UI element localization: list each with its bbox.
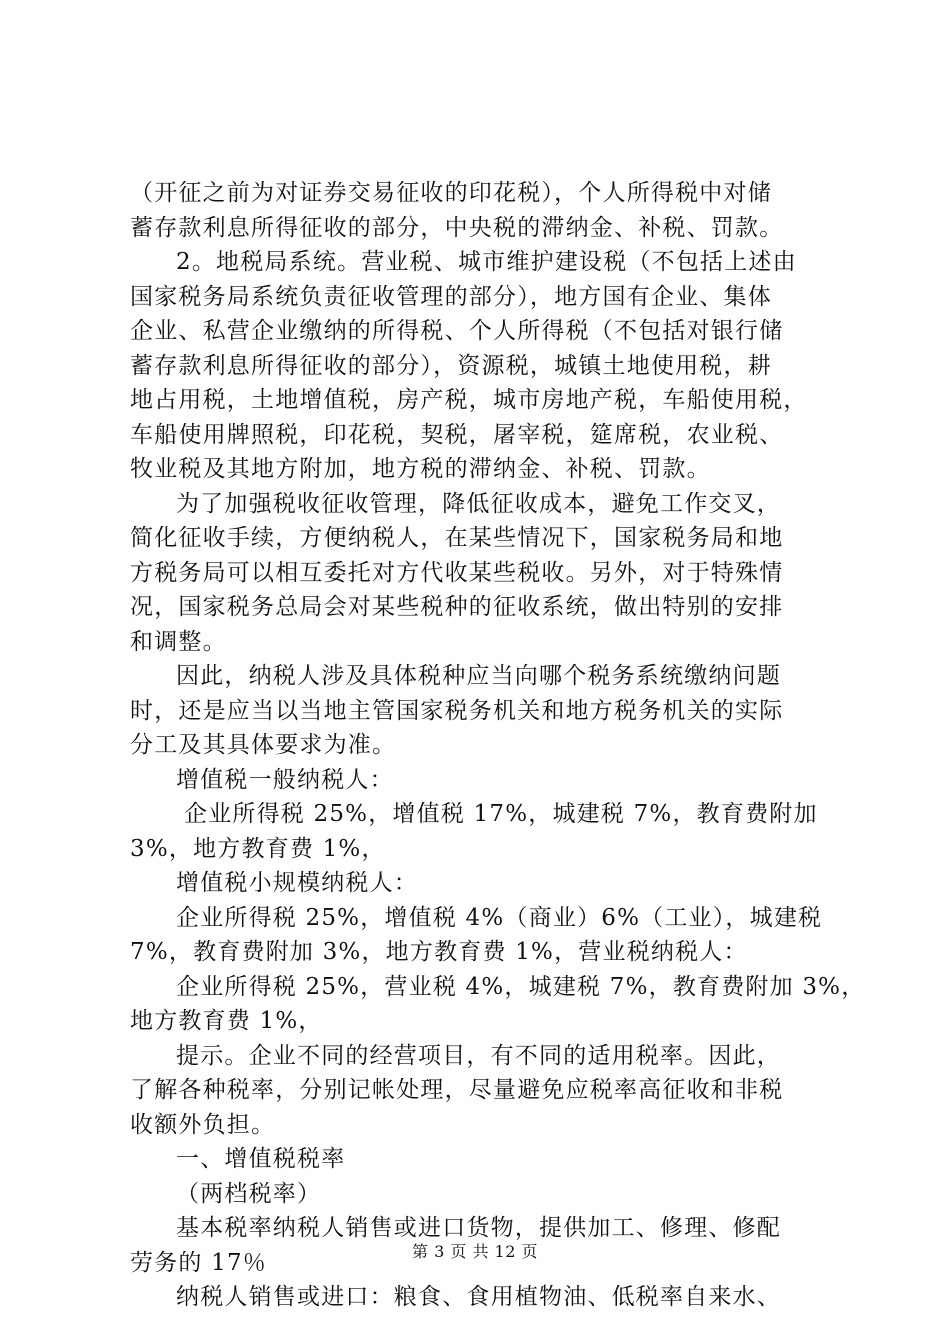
text-line: 提示。企业不同的经营项目，有不同的适用税率。因此， [176,1042,781,1069]
text-line: 基本税率纳税人销售或进口货物，提供加工、修理、修配 [176,1215,781,1241]
text-line: 牧业税及其地方附加，地方税的滞纳金、补税、罚款。 [130,456,711,482]
text-line: 蓄存款利息所得征收的部分），资源税，城镇土地使用税，耕 [130,352,772,379]
text-line: 蓄存款利息所得征收的部分，中央税的滞纳金、补税、罚款。 [130,214,784,241]
text-line: （开征之前为对证券交易征收的印花税），个人所得税中对储 [130,180,772,206]
text-line: 企业、私营企业缴纳的所得税、个人所得税（不包括对银行储 [130,318,784,344]
text-line: 地占用税，土地增值税，房产税，城市房地产税，车船使用税， [130,387,808,413]
text-line: 7%，教育费附加 3%，地方教育费 1%，营业税纳税人： [130,939,748,965]
section-heading: 一、增值税税率 [176,1146,346,1172]
text-line: 了解各种税率，分别记帐处理，尽量避免应税率高征收和非税 [130,1077,784,1103]
text-line: 纳税人销售或进口：粮食、食用植物油、低税率自来水、 [176,1284,781,1310]
section-heading: 增值税小规模纳税人： [176,870,418,896]
text-line: 3%，地方教育费 1%， [130,835,386,862]
text-line: 车船使用牌照税，印花税，契税，屠宰税，筵席税，农业税、 [130,421,784,448]
page-footer: 第 3 页 共 12 页 [412,1242,538,1261]
text-line: 国家税务局系统负责征收管理的部分），地方国有企业、集体 [130,283,772,310]
text-line: 2。地税局系统。营业税、城市维护建设税（不包括上述由 [176,249,797,275]
text-line: 因此，纳税人涉及具体税种应当向哪个税务系统缴纳问题 [176,663,781,689]
text-line: 收额外负担。 [130,1111,276,1138]
text-line: 为了加强税收征收管理，降低征收成本，避免工作交叉， [176,490,781,517]
text-line: （两档税率） [176,1180,322,1207]
document-body [130,176,866,1315]
section-heading: 增值税一般纳税人： [176,766,394,793]
text-line: 企业所得税 25%，增值税 4%（商业）6%（工业），城建税 [176,904,823,931]
text-line: 方税务局可以相互委托对方代收某些税收。另外，对于特殊情 [130,559,784,586]
text-line: 况，国家税务总局会对某些税种的征收系统，做出特别的安排 [130,594,784,620]
text-line: 劳务的 17％ [130,1249,267,1276]
text-line: 时，还是应当以当地主管国家税务机关和地方税务机关的实际 [130,697,784,724]
text-line: 地方教育费 1%， [130,1008,323,1034]
text-line: 企业所得税 25%，营业税 4%，城建税 7%，教育费附加 3%， [176,973,866,1000]
text-line: 简化征收手续，方便纳税人，在某些情况下，国家税务局和地 [130,525,784,551]
text-line: 和调整。 [130,628,227,655]
text-line: 企业所得税 25%，增值税 17%，城建税 7%，教育费附加 [184,801,818,827]
text-line: 分工及其具体要求为准。 [130,732,397,758]
